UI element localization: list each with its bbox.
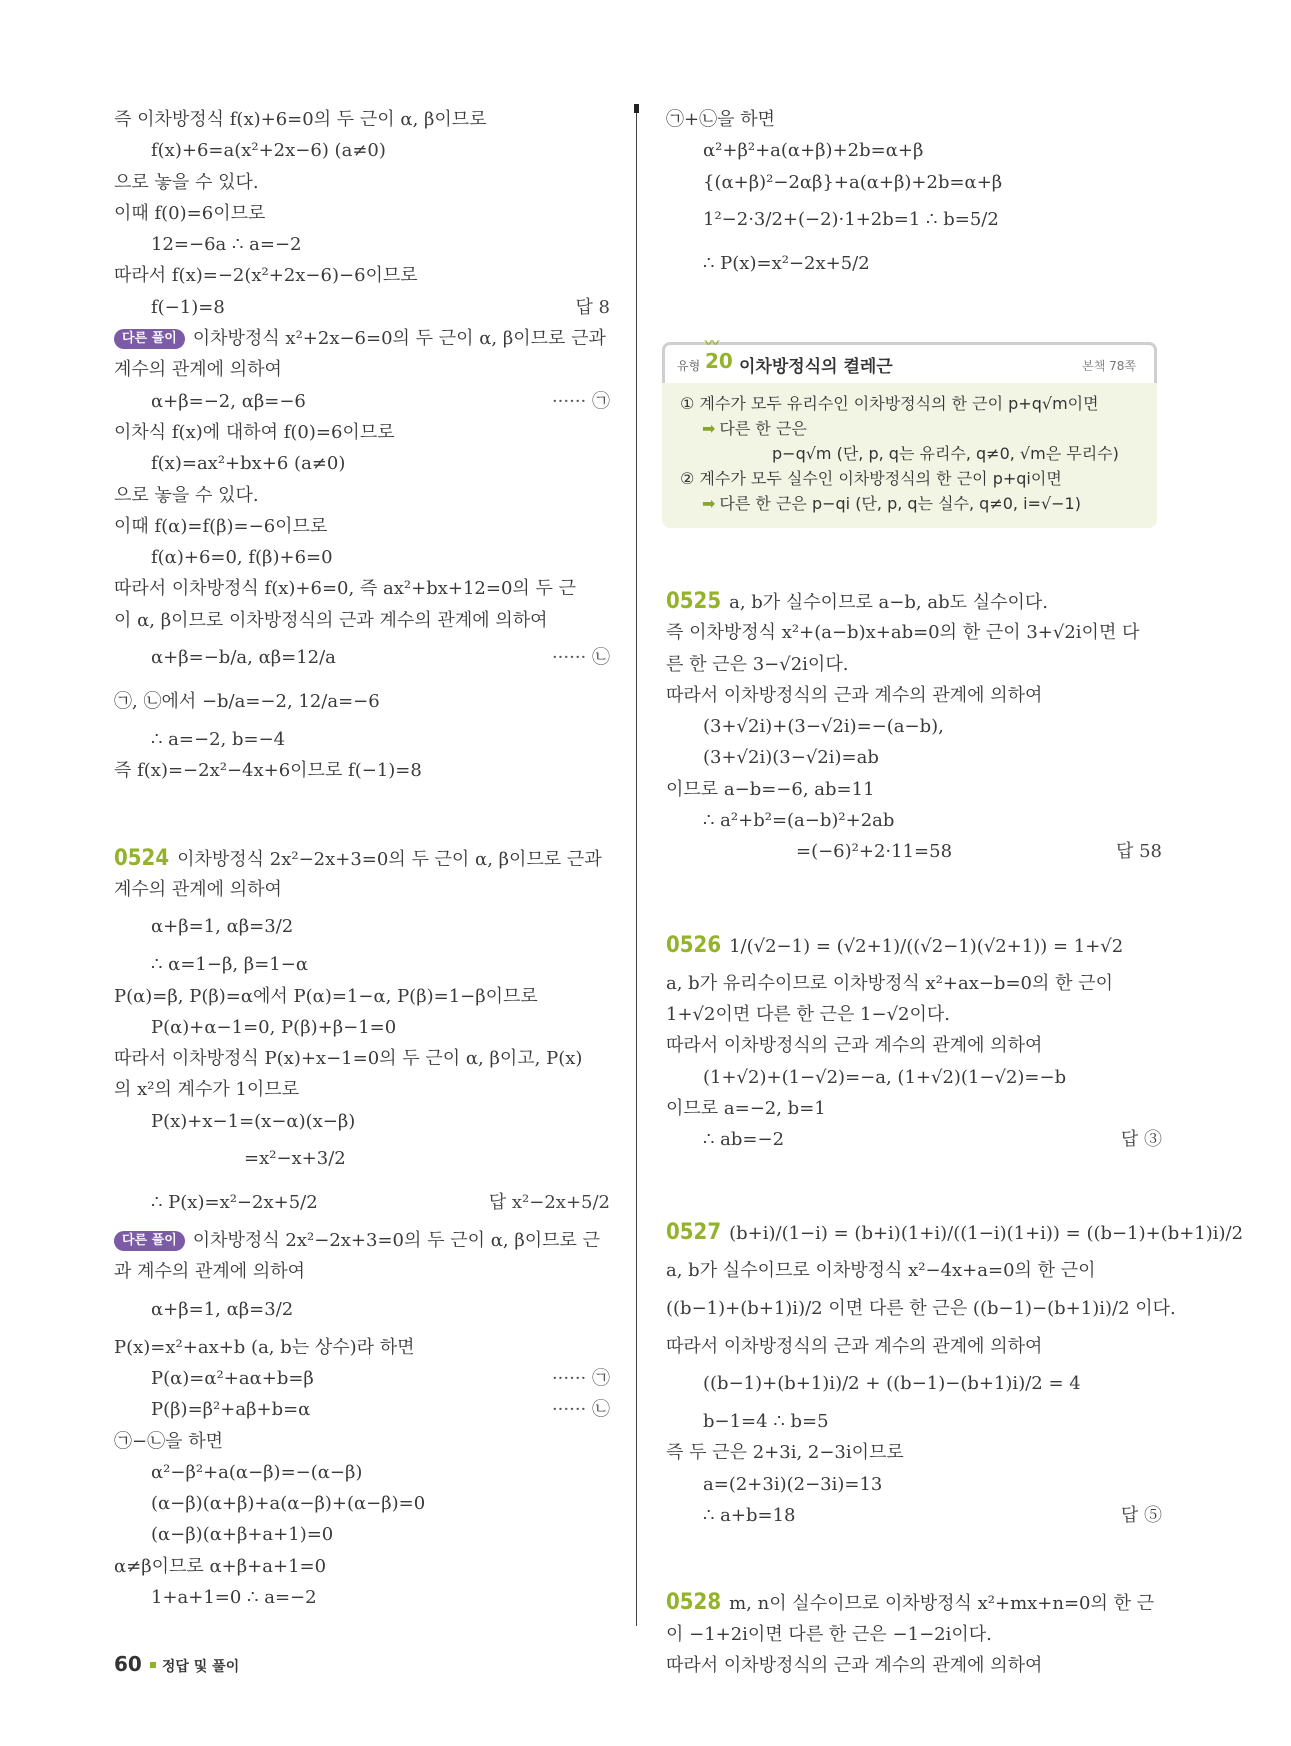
- solution-line: [666, 1331, 1162, 1362]
- solution-line: [114, 724, 610, 755]
- line-text: 즉 이차방정식 f(x)+6=0의 두 근이 α, β이므로: [114, 109, 487, 130]
- problem-0526: [666, 924, 1162, 968]
- line-text: 따라서 이차방정식의 근과 계수의 관계에 의하여: [666, 1654, 1043, 1676]
- solution-line: [666, 680, 1162, 711]
- problem-number: 0526: [666, 932, 722, 958]
- type-title: 이차방정식의 켤레근: [739, 357, 893, 377]
- line-text: 1²−2·3/2+(−2)·1+2b=1 ∴ b=5/2: [703, 208, 999, 230]
- solution-line: [666, 1155, 1162, 1211]
- solution-line: [114, 1137, 610, 1181]
- right-column: [666, 104, 1162, 286]
- line-text: P(α)=β, P(β)=α에서 P(α)=1−α, P(β)=1−β이므로: [114, 985, 538, 1007]
- problem-number: 0528: [666, 1590, 722, 1616]
- line-text: 이차방정식 x²+2x−6=0의 두 근이 α, β이므로 근과: [192, 328, 606, 350]
- line-text: ∴ a+b=18: [703, 1504, 796, 1526]
- solution-line: [666, 1062, 1162, 1093]
- solution-line: [666, 836, 1162, 867]
- solution-line: [666, 135, 1162, 166]
- footer-square-icon: [150, 1662, 156, 1668]
- line-text: 이때 f(α)=f(β)=−6이므로: [114, 515, 328, 537]
- problem-0524: [114, 843, 610, 874]
- problem-number: 0527: [666, 1220, 722, 1246]
- solution-line: [114, 229, 610, 260]
- solution-line: [114, 167, 610, 198]
- solution-line: [114, 755, 610, 786]
- solution-line: [114, 292, 610, 323]
- solution-line: [114, 1457, 610, 1488]
- solution-line: [666, 1406, 1162, 1437]
- type-box-text: 다른 한 근은: [719, 419, 807, 438]
- line-text: a, b가 실수이므로 a−b, ab도 실수이다.: [729, 592, 1048, 613]
- alt-solution-badge: 다른 풀이: [114, 1231, 185, 1251]
- line-text: (α−β)(α+β+a+1)=0: [151, 1524, 334, 1546]
- solution-line: [114, 135, 610, 166]
- line-text: (α−β)(α+β)+a(α−β)+(α−β)=0: [151, 1493, 426, 1515]
- solution-line: [666, 617, 1162, 648]
- solution-line: [114, 1288, 610, 1332]
- solution-line: [666, 1650, 1162, 1681]
- line-text: P(x)=x²+ax+b (a, b는 상수)라 하면: [114, 1336, 415, 1358]
- problem-0527: [666, 1211, 1244, 1255]
- solution-line: [114, 1106, 610, 1137]
- solution-line: [114, 1256, 610, 1287]
- solution-line: [114, 573, 610, 604]
- line-text: 1/(√2−1) = (√2+1)/((√2−1)(√2+1)) = 1+√2: [729, 935, 1124, 957]
- answer-label: 답 ⑤: [1120, 1504, 1162, 1526]
- type-box-text: p−q√m (단, p, q는 유리수, q≠0, √m은 무리수): [772, 444, 1119, 463]
- line-text: 12=−6a ∴ a=−2: [151, 234, 302, 256]
- line-text: α≠β이므로 α+β+a+1=0: [114, 1555, 327, 1577]
- line-text: =x²−x+3/2: [244, 1148, 346, 1170]
- line-text: (1+√2)+(1−√2)=−a, (1+√2)(1−√2)=−b: [703, 1066, 1067, 1088]
- solution-line: [114, 1074, 610, 1105]
- line-text: 따라서 f(x)=−2(x²+2x−6)−6이므로: [114, 265, 418, 287]
- solution-line: [114, 605, 610, 636]
- line-text: ∴ a=−2, b=−4: [151, 729, 286, 751]
- equation-marker: ······ ㉠: [551, 1367, 610, 1389]
- problem-0528: [666, 1587, 1162, 1618]
- line-text: {(α+β)²−2αβ}+a(α+β)+2b=α+β: [703, 171, 1003, 193]
- page-number: 60: [114, 1652, 142, 1676]
- answer-label: 답 ③: [1120, 1129, 1162, 1151]
- line-text: P(β)=β²+aβ+b=α: [151, 1399, 311, 1421]
- line-text: a, b가 유리수이므로 이차방정식 x²+ax−b=0의 한 근이: [666, 972, 1113, 994]
- line-text: ∴ α=1−β, β=1−α: [151, 954, 308, 976]
- solution-line: [114, 874, 610, 905]
- solution-line: [114, 981, 610, 1012]
- solution-line: [114, 1519, 610, 1550]
- line-text: α²+β²+a(α+β)+2b=α+β: [703, 140, 924, 162]
- solution-line: [666, 1531, 1162, 1587]
- solution-line: [666, 742, 1162, 773]
- type-box: [662, 336, 1157, 528]
- solution-line: [666, 1030, 1162, 1061]
- line-text: a=(2+3i)(2−3i)=13: [703, 1473, 883, 1495]
- equation-marker: ······ ㉡: [551, 647, 610, 669]
- type-box-header: [662, 336, 1157, 383]
- line-text: α+β=1, αβ=3/2: [151, 916, 294, 938]
- line-text: 이때 f(0)=6이므로: [114, 202, 266, 224]
- solution-line: [666, 1124, 1162, 1155]
- solution-line: [114, 636, 610, 680]
- line-text: 과 계수의 관계에 의하여: [114, 1261, 306, 1283]
- solution-line: [114, 448, 610, 479]
- solution-line: [666, 167, 1162, 198]
- line-text: 따라서 이차방정식의 근과 계수의 관계에 의하여: [666, 1035, 1043, 1057]
- line-text: α²−β²+a(α−β)=−(α−β): [151, 1461, 363, 1483]
- solution-line: [114, 1551, 610, 1582]
- left-column: [114, 104, 610, 1613]
- solution-line: [114, 1426, 610, 1457]
- line-text: ((b−1)+(b+1)i)/2 + ((b−1)−(b+1)i)/2 = 4: [703, 1373, 1081, 1395]
- solution-line: [114, 542, 610, 573]
- line-text: 이차방정식 2x²−2x+3=0의 두 근이 α, β이므로 근: [192, 1230, 600, 1252]
- line-text: 이차방정식 2x²−2x+3=0의 두 근이 α, β이므로 근과: [177, 848, 602, 870]
- line-text: f(x)=ax²+bx+6 (a≠0): [151, 453, 346, 475]
- solution-line: [666, 242, 1162, 286]
- solution-line: [666, 1619, 1162, 1650]
- solution-line: [114, 1043, 610, 1074]
- line-text: α+β=1, αβ=3/2: [151, 1298, 294, 1320]
- solution-line: [666, 774, 1162, 805]
- problem-number: 0524: [114, 845, 170, 871]
- divider-marker: [634, 104, 639, 113]
- line-text: ㉠+㉡을 하면: [666, 109, 775, 130]
- section-title: 정답 및 풀이: [161, 1659, 240, 1675]
- solution-line: [666, 1500, 1162, 1531]
- type-box-row: [680, 441, 1139, 466]
- solution-line: [114, 417, 610, 448]
- solution-line: [114, 1394, 610, 1425]
- line-text: 으로 놓을 수 있다.: [114, 484, 259, 506]
- line-text: (3+√2i)+(3−√2i)=−(a−b),: [703, 716, 944, 738]
- line-text: ∴ ab=−2: [703, 1129, 785, 1151]
- solution-line: [114, 1582, 610, 1613]
- line-text: (3+√2i)(3−√2i)=ab: [703, 747, 879, 769]
- line-text: a, b가 실수이므로 이차방정식 x²−4x+a=0의 한 근이: [666, 1260, 1096, 1282]
- line-text: f(α)+6=0, f(β)+6=0: [151, 547, 333, 569]
- solution-line: [114, 949, 610, 980]
- line-text: 계수의 관계에 의하여: [114, 878, 282, 900]
- line-text: ∴ a²+b²=(a−b)²+2ab: [703, 810, 895, 832]
- solution-line: [666, 1287, 1176, 1331]
- type-box-text: ② 계수가 모두 실수인 이차방정식의 한 근이 p+qi이면: [680, 469, 1062, 488]
- solution-line: [666, 1437, 1162, 1468]
- equation-marker: ······ ㉡: [551, 1399, 610, 1421]
- line-text: 따라서 이차방정식의 근과 계수의 관계에 의하여: [666, 1335, 1043, 1357]
- line-text: 이므로 a−b=−6, ab=11: [666, 778, 875, 800]
- type-box-text: 다른 한 근은 p−qi (단, p, q는 실수, q≠0, i=√−1): [719, 494, 1081, 513]
- solution-line: [114, 323, 610, 354]
- line-text: m, n이 실수이므로 이차방정식 x²+mx+n=0의 한 근: [729, 1593, 1155, 1615]
- solution-line: [114, 680, 610, 724]
- line-text: 즉 두 근은 2+3i, 2−3i이므로: [666, 1442, 904, 1464]
- type-box-row: [680, 466, 1139, 491]
- line-text: 이므로 a=−2, b=1: [666, 1097, 826, 1119]
- line-text: 른 한 근은 3−√2i이다.: [666, 653, 849, 675]
- solution-line: [666, 1255, 1162, 1286]
- line-text: f(−1)=8: [151, 296, 225, 318]
- solution-line: [666, 1093, 1162, 1124]
- type-reference: 본책 78쪽: [1082, 359, 1136, 373]
- solution-line: [114, 260, 610, 291]
- line-text: P(x)+x−1=(x−α)(x−β): [151, 1110, 356, 1132]
- line-text: 따라서 이차방정식의 근과 계수의 관계에 의하여: [666, 684, 1043, 706]
- line-text: =(−6)²+2·11=58: [796, 841, 953, 863]
- line-text: P(α)+α−1=0, P(β)+β−1=0: [151, 1016, 397, 1038]
- solution-line: [114, 386, 610, 417]
- solution-line: [114, 1181, 610, 1225]
- line-text: ㉠−㉡을 하면: [114, 1430, 223, 1452]
- solution-line: [114, 480, 610, 511]
- solution-line: [114, 354, 610, 385]
- line-text: 따라서 이차방정식 f(x)+6=0, 즉 ax²+bx+12=0의 두 근: [114, 578, 577, 600]
- type-box-row: [680, 491, 1139, 516]
- solution-line: [114, 1488, 610, 1519]
- solution-line: [666, 1362, 1162, 1406]
- line-text: 계수의 관계에 의하여: [114, 359, 282, 381]
- type-box-row: [680, 416, 1139, 441]
- answer-label: 답 x²−2x+5/2: [488, 1192, 610, 1214]
- solution-line: [666, 198, 1162, 242]
- solution-line: [114, 511, 610, 542]
- type-label: 유형: [677, 359, 701, 373]
- line-text: 즉 이차방정식 x²+(a−b)x+ab=0의 한 근이 3+√2i이면 다: [666, 622, 1140, 644]
- type-box-body: [662, 383, 1157, 528]
- solution-line: [114, 198, 610, 229]
- type-box-row: [680, 391, 1139, 416]
- solution-line: [114, 1225, 610, 1256]
- solution-line: [114, 787, 610, 843]
- solution-line: [666, 104, 1162, 135]
- right-top-lines: [666, 104, 1162, 286]
- line-text: 이 −1+2i이면 다른 한 근은 −1−2i이다.: [666, 1623, 992, 1645]
- line-text: 즉 f(x)=−2x²−4x+6이므로 f(−1)=8: [114, 760, 422, 782]
- solution-line: [666, 1469, 1162, 1500]
- line-text: b−1=4 ∴ b=5: [703, 1411, 829, 1433]
- line-text: 의 x²의 계수가 1이므로: [114, 1079, 300, 1101]
- equation-marker: ······ ㉠: [551, 390, 610, 412]
- solution-line: [666, 649, 1162, 680]
- solution-line: [114, 1363, 610, 1394]
- solution-line: [114, 104, 610, 135]
- solution-line: [666, 805, 1162, 836]
- answer-label: 답 8: [575, 296, 610, 318]
- line-text: ((b−1)+(b+1)i)/2 이면 다른 한 근은 ((b−1)−(b+1)i)/2 이다.: [666, 1297, 1176, 1319]
- right-bottom-lines: [666, 586, 1244, 1681]
- line-text: P(α)=α²+aα+b=β: [151, 1367, 314, 1389]
- solution-line: [666, 968, 1162, 999]
- line-text: α+β=−2, αβ=−6: [151, 390, 306, 412]
- line-text: ∴ P(x)=x²−2x+5/2: [151, 1192, 318, 1214]
- page-footer: [114, 1652, 239, 1676]
- solution-line: [666, 868, 1162, 924]
- line-text: 따라서 이차방정식 P(x)+x−1=0의 두 근이 α, β이고, P(x): [114, 1048, 583, 1070]
- arrow-icon: ➡: [702, 419, 716, 438]
- wave-decoration-icon: 〰: [705, 336, 718, 352]
- line-text: (b+i)/(1−i) = (b+i)(1+i)/((1−i)(1+i)) = ((b−1)+(b+1)i)/2: [729, 1223, 1244, 1245]
- answer-label: 답 58: [1115, 841, 1162, 863]
- problem-0525: [666, 586, 1162, 617]
- solution-line: [114, 905, 610, 949]
- line-text: α+β=−b/a, αβ=12/a: [151, 647, 336, 669]
- line-text: 이차식 f(x)에 대하여 f(0)=6이므로: [114, 421, 395, 443]
- solution-line: [114, 1332, 610, 1363]
- solution-line: [666, 999, 1162, 1030]
- line-text: ∴ P(x)=x²−2x+5/2: [703, 252, 870, 274]
- arrow-icon: ➡: [702, 494, 716, 513]
- line-text: 으로 놓을 수 있다.: [114, 171, 259, 193]
- column-divider: [636, 104, 637, 1626]
- line-text: f(x)+6=a(x²+2x−6) (a≠0): [151, 140, 386, 162]
- alt-solution-badge: 다른 풀이: [114, 329, 185, 349]
- problem-number: 0525: [666, 589, 722, 614]
- line-text: ㉠, ㉡에서 −b/a=−2, 12/a=−6: [114, 691, 380, 713]
- solution-line: [666, 711, 1162, 742]
- line-text: 1+a+1=0 ∴ a=−2: [151, 1586, 317, 1608]
- solution-line: [114, 1012, 610, 1043]
- line-text: 1+√2이면 다른 한 근은 1−√2이다.: [666, 1003, 951, 1025]
- line-text: 이 α, β이므로 이차방정식의 근과 계수의 관계에 의하여: [114, 609, 548, 631]
- type-number: 20: [705, 349, 733, 373]
- type-box-text: ① 계수가 모두 유리수인 이차방정식의 한 근이 p+q√m이면: [680, 394, 1099, 413]
